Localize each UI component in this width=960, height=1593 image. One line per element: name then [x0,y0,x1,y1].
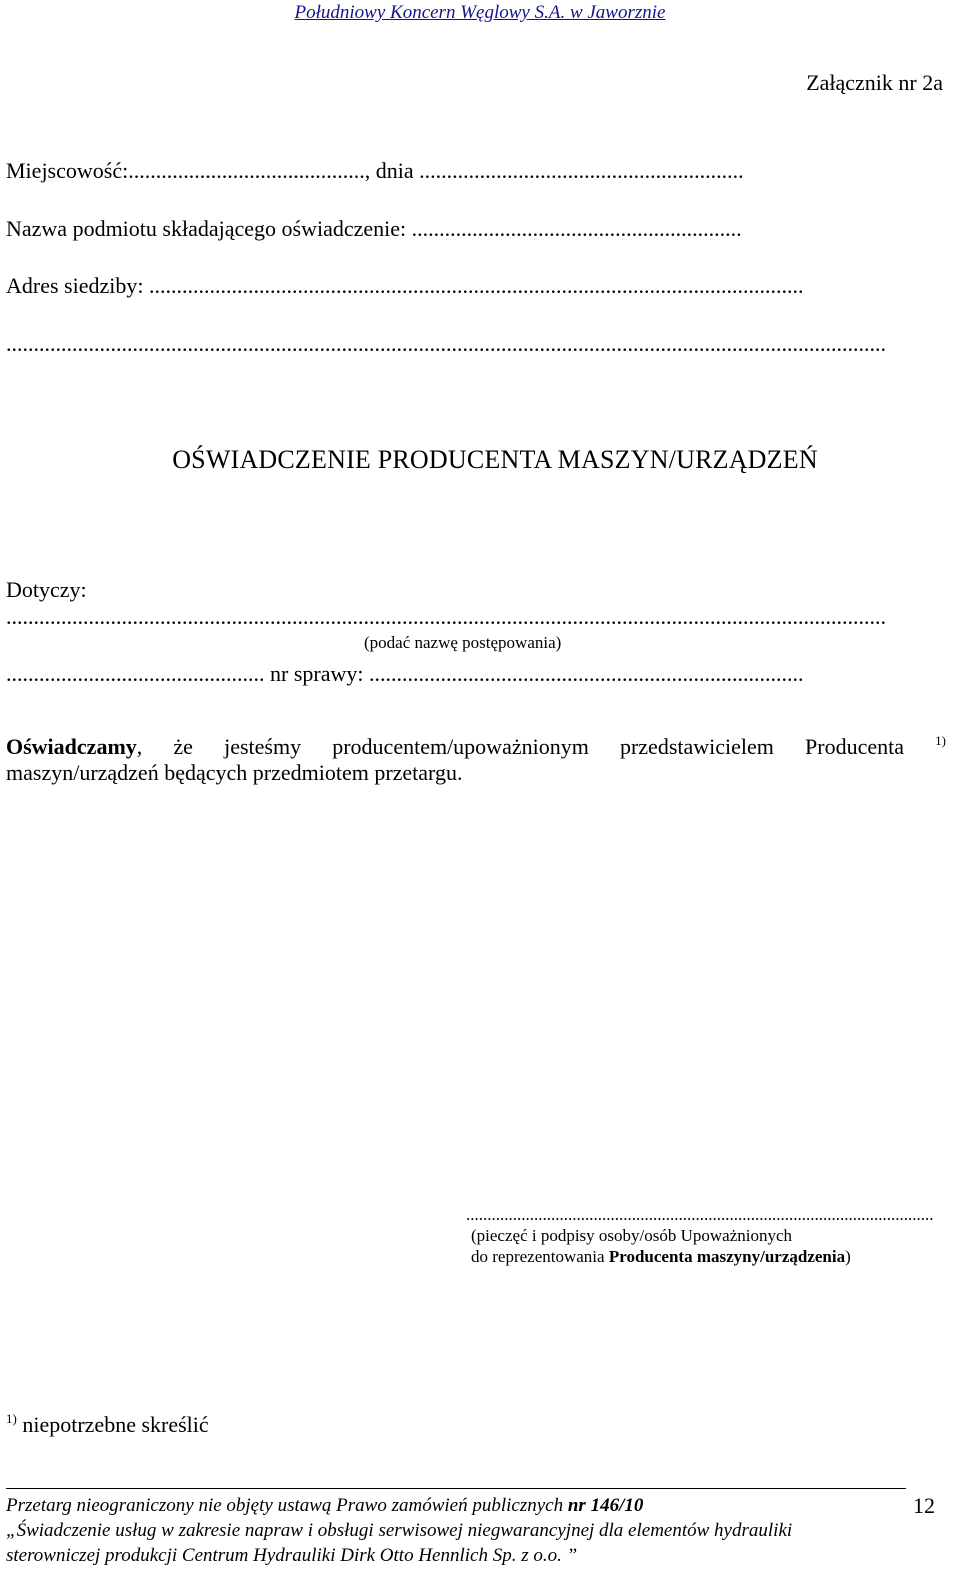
statement-text: , że jesteśmy producentem/upoważnionym przedstawicielem Producenta [136,734,905,759]
signature-caption-1: (pieczęć i podpisy osoby/osób Upoważnionych [471,1226,793,1245]
concerns-label: Dotyczy: [6,577,87,602]
statement-paragraph [6,734,946,786]
signature-field: .............................................................................................................. [466,1205,934,1224]
footer-line-3: sterowniczej produkcji Centrum Hydrauliki Dirk Otto Hennlich Sp. z o.o. ” [6,1545,578,1566]
procedure-name-field: ................................................................................................................................................................ [6,604,886,629]
statement-line-2: maszyn/urządzeń będących przedmiotem przetargu. [6,760,463,785]
footer-divider [6,1488,906,1489]
case-prefix-dots: ............................................... [6,661,265,686]
statement-bold: Oświadczamy [6,734,137,759]
annex-label: Załącznik nr 2a [806,70,943,95]
address-line: Adres siedziby: ....................................................................................................................... [6,273,804,298]
signature-caption-bold: Producenta maszyny/urządzenia [608,1247,846,1266]
signature-caption-suffix: ) [845,1247,851,1266]
case-number-label: nr sprawy: [264,661,364,686]
address-line-2: ................................................................................................................................................................ [6,331,886,356]
footnote-mark: 1) [6,1411,17,1426]
case-number-field: ............................................................................... [363,661,804,686]
page-number: 12 [913,1493,935,1518]
footer-line-1 [6,1495,643,1517]
footnote [6,1412,209,1438]
place-field: Miejscowość:........................................... [6,158,365,183]
statement-line-1 [6,734,946,760]
place-date-line [6,158,938,184]
footnote-text: niepotrzebne skreślić [16,1412,209,1437]
entity-name-line: Nazwa podmiotu składającego oświadczenie: ............................................................ [6,216,742,241]
document-title: OŚWIADCZENIE PRODUCENTA MASZYN/URZĄDZEŃ [172,445,818,474]
signature-caption-prefix: do reprezentowania [471,1247,609,1266]
case-number-line [6,661,938,687]
signature-caption-2 [471,1247,851,1267]
date-field: , dnia ........................................................... [364,158,744,183]
statement-footnote-ref: 1) [935,733,947,748]
footer-line-2: „Świadczenie usług w zakresie napraw i obsługi serwisowej niegwarancyjnej dla elementów hydrauliki [6,1520,793,1541]
document-header: Południowy Koncern Węglowy S.A. w Jaworznie [294,2,666,23]
procedure-name-hint: (podać nazwę postępowania) [364,633,562,652]
footer-tender-number: nr 146/10 [567,1495,644,1516]
footer-tender-text: Przetarg nieograniczony nie objęty ustawą Prawo zamówień publicznych [6,1495,568,1516]
